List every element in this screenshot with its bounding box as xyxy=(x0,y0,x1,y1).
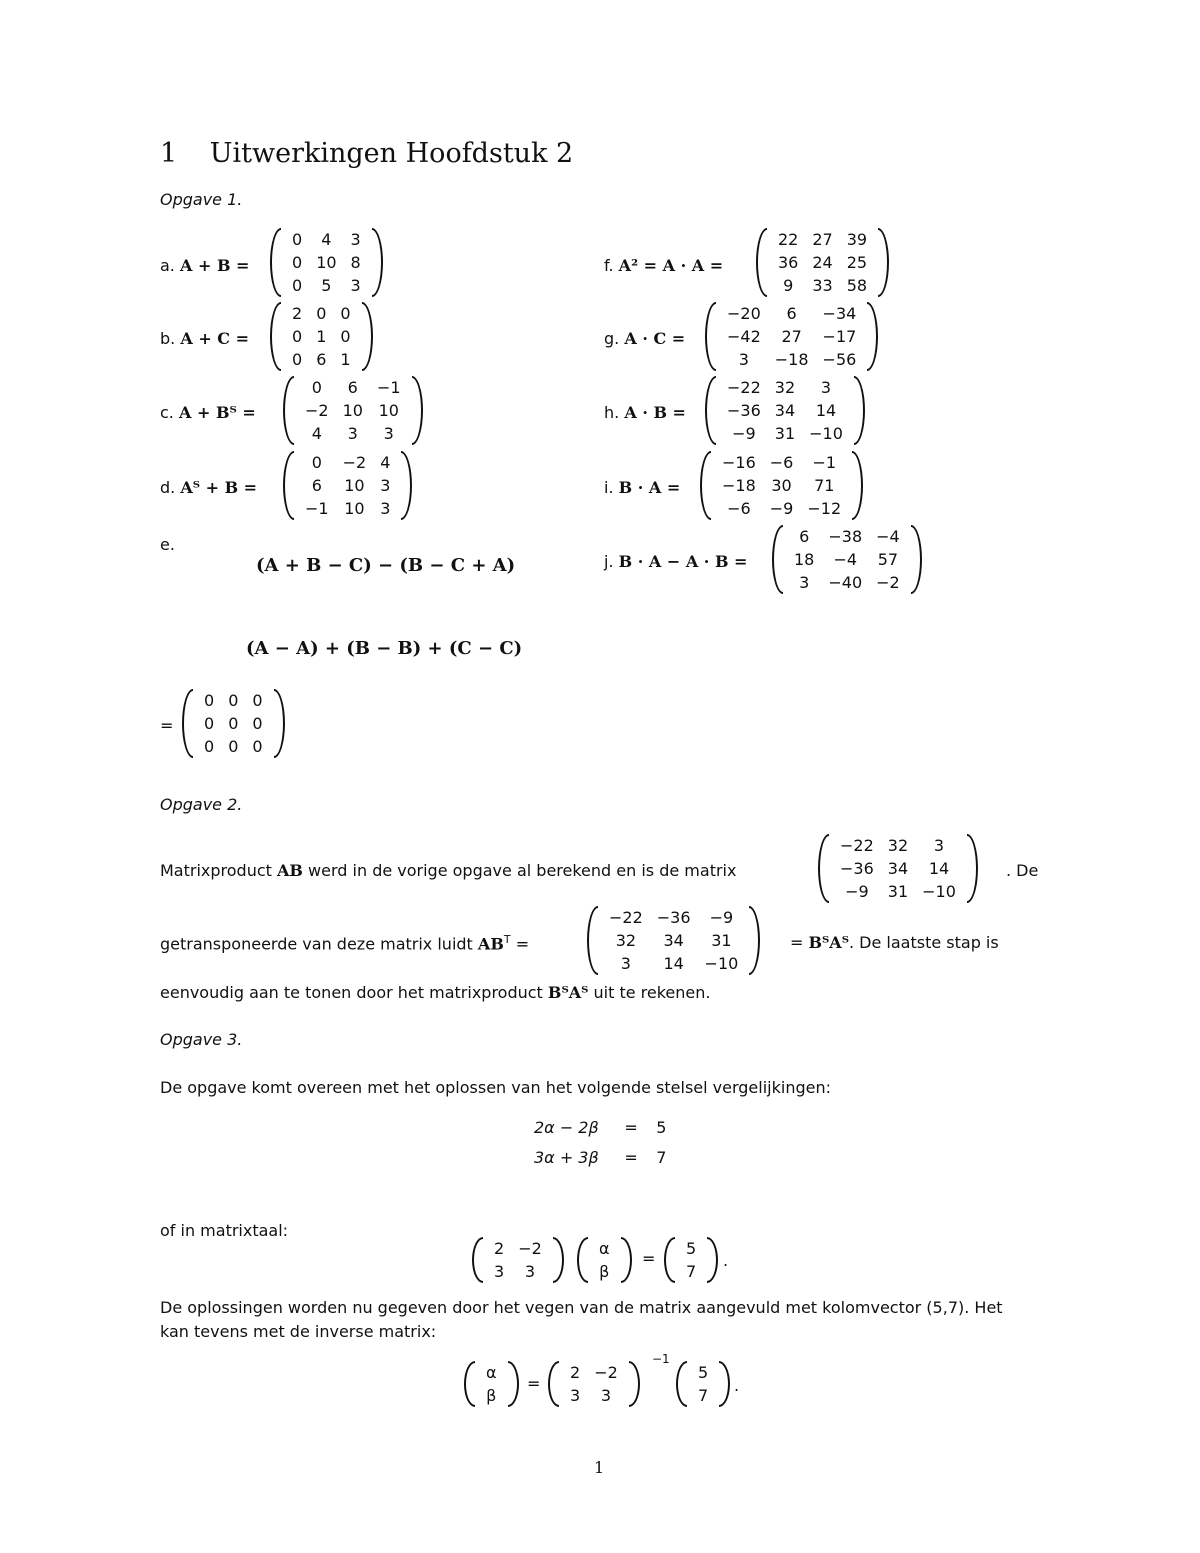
matrix-j xyxy=(772,525,922,594)
item-b-label: b. A + C = xyxy=(160,329,250,348)
bracket-right xyxy=(878,228,889,297)
bracket-right xyxy=(749,906,760,975)
item-f-label: f. A² = A · A = xyxy=(604,256,724,275)
matrix-cell: −36 xyxy=(840,859,874,878)
item-j-label: j. B · A − A · B = xyxy=(604,552,748,571)
matrix-cell: 33 xyxy=(812,276,833,295)
matrix-cell: 0 xyxy=(252,737,263,756)
matrix-cell: −42 xyxy=(727,327,761,346)
matrix-cell: 0 xyxy=(316,304,327,323)
opgave2-line2: getransponeerde van deze matrix luidt $AB^T$ = xyxy=(160,933,530,954)
matrix-cell: −4 xyxy=(876,527,900,546)
opgave2-line1-end: . De xyxy=(1006,861,1039,880)
inv-coef-matrix xyxy=(548,1361,640,1407)
matrix-cell: 0 xyxy=(228,691,239,710)
matrix-cell: 7 xyxy=(686,1262,697,1281)
item-e-equals: = xyxy=(160,716,174,735)
bracket-right xyxy=(967,834,978,903)
matrix-cell: 24 xyxy=(812,253,833,272)
bracket-right xyxy=(867,302,878,371)
opgave2-matrix-ab xyxy=(818,834,978,903)
opgave3-text-a: De oplossingen worden nu gegeven door het vegen van de matrix aangevuld met kolomvector (5,7). Het xyxy=(160,1298,1003,1317)
matrix-cell: 0 xyxy=(252,714,263,733)
inv-eq-period: . xyxy=(734,1376,740,1395)
opgave1-label: Opgave 1. xyxy=(160,190,243,209)
matrix-cell: −16 xyxy=(722,453,756,472)
matrix-cell: α xyxy=(599,1239,610,1258)
matrix-cell: 10 xyxy=(378,401,399,420)
opgave2-label: Opgave 2. xyxy=(160,795,243,814)
opgave3-label: Opgave 3. xyxy=(160,1030,243,1049)
matrix-d xyxy=(283,451,412,520)
matrix-cell: 4 xyxy=(380,453,391,472)
bracket-left xyxy=(772,525,783,594)
matrix-cell: −38 xyxy=(828,527,863,546)
matrix-c xyxy=(283,376,423,445)
matrix-cell: −2 xyxy=(594,1363,618,1382)
item-c-label: c. A + Bᵀ = xyxy=(160,403,256,422)
matrix-cell: 6 xyxy=(799,527,810,546)
matrix-cell: β xyxy=(486,1386,497,1405)
matrix-cell: 9 xyxy=(783,276,794,295)
item-e-line1: (A + B − C) − (B − C + A) xyxy=(256,555,516,576)
bracket-left xyxy=(700,451,711,520)
matrix-cell: −6 xyxy=(727,499,751,518)
matrix-cell: −1 xyxy=(812,453,837,472)
matrix-cell: −9 xyxy=(845,882,869,901)
matrix-table xyxy=(298,451,397,520)
bracket-left xyxy=(270,302,281,371)
matrix-cell: 18 xyxy=(794,550,815,569)
matrix-cell: 0 xyxy=(228,714,239,733)
matrix-cell: 4 xyxy=(311,424,322,443)
coef-matrix xyxy=(472,1237,564,1283)
matrix-table xyxy=(285,228,368,297)
opgave3-intro: De opgave komt overeen met het oplossen van het volgende stelsel vergelijkingen: xyxy=(160,1078,831,1097)
page-number: 1 xyxy=(594,1458,605,1477)
matrix-table xyxy=(787,525,907,594)
matrix-table xyxy=(602,906,745,975)
matrix-cell: 2 xyxy=(292,304,303,323)
matrix-cell: 2 xyxy=(494,1239,505,1258)
matrix-cell: −17 xyxy=(822,327,857,346)
matrix-cell: 3 xyxy=(524,1262,536,1281)
matrix-table xyxy=(691,1361,715,1407)
matrix-cell: −18 xyxy=(774,350,809,369)
matrix-table xyxy=(720,302,863,371)
item-e-label: e. xyxy=(160,535,175,554)
matrix-cell: −4 xyxy=(833,550,858,569)
matrix-cell: −36 xyxy=(727,401,761,420)
matrix-cell: 5 xyxy=(686,1239,697,1258)
matrix-cell: 3 xyxy=(350,276,361,295)
matrix-cell: 3 xyxy=(383,424,394,443)
section-heading xyxy=(160,138,573,169)
matrix-cell: 32 xyxy=(774,378,796,397)
bracket-left xyxy=(464,1361,475,1407)
matrix-f xyxy=(756,228,889,297)
matrix-cell: 10 xyxy=(344,476,365,495)
matrix-cell: 25 xyxy=(846,253,868,272)
matrix-cell: 3 xyxy=(820,378,832,397)
inv-rhs-vector xyxy=(676,1361,730,1407)
matrix-cell: 0 xyxy=(292,230,303,249)
matrix-cell: 14 xyxy=(928,859,950,878)
matrix-cell: 0 xyxy=(311,453,322,472)
matrix-cell: 3 xyxy=(933,836,945,855)
matrix-cell: −20 xyxy=(727,304,761,323)
bracket-left xyxy=(756,228,767,297)
matrix-cell: −18 xyxy=(722,476,756,495)
matrix-cell: −12 xyxy=(807,499,842,518)
matrix-cell: 27 xyxy=(812,230,833,249)
matrix-g xyxy=(705,302,878,371)
bracket-left xyxy=(705,376,716,445)
section-number: 1 xyxy=(160,138,178,169)
matrix-cell: 0 xyxy=(292,350,303,369)
matrix-cell: 3 xyxy=(350,230,361,249)
matrix-cell: 6 xyxy=(316,350,327,369)
bracket-left xyxy=(472,1237,483,1283)
matrix-table xyxy=(479,1361,504,1407)
item-g-label: g. A · C = xyxy=(604,329,686,348)
matrix-cell: 30 xyxy=(771,476,792,495)
matrix-cell: −10 xyxy=(704,954,739,973)
bracket-left xyxy=(182,689,193,758)
matrix-cell: 0 xyxy=(340,327,351,346)
item-e-line2: (A − A) + (B − B) + (C − C) xyxy=(246,638,523,659)
matrix-table xyxy=(715,451,848,520)
matrix-cell: −1 xyxy=(376,378,401,397)
item-a-label: a. A + B = xyxy=(160,256,250,275)
bracket-right xyxy=(707,1237,718,1283)
matrix-cell: 31 xyxy=(887,882,909,901)
matrix-cell: 34 xyxy=(663,931,684,950)
matrix-cell: 1 xyxy=(316,327,327,346)
matrix-table xyxy=(720,376,850,445)
opgave2-line1: Matrixproduct AB werd in de vorige opgave al berekend en is de matrix xyxy=(160,861,737,880)
bracket-right xyxy=(412,376,423,445)
matrix-cell: −36 xyxy=(656,908,691,927)
matrix-cell: 32 xyxy=(615,931,637,950)
matrix-cell: 6 xyxy=(786,304,797,323)
matrix-cell: 8 xyxy=(350,253,361,272)
matrix-eq-period: . xyxy=(723,1251,729,1270)
matrix-cell: 4 xyxy=(321,230,332,249)
matrix-cell: 0 xyxy=(292,327,303,346)
matrix-cell: 3 xyxy=(380,476,391,495)
matrix-cell: 0 xyxy=(311,378,322,397)
bracket-left xyxy=(818,834,829,903)
opgave3-text-b: kan tevens met de inverse matrix: xyxy=(160,1322,437,1341)
bracket-right xyxy=(911,525,922,594)
section-title: Uitwerkingen Hoofdstuk 2 xyxy=(209,138,574,169)
matrix-cell: −6 xyxy=(769,453,794,472)
matrix-table xyxy=(679,1237,703,1283)
inv-unknowns-vector xyxy=(464,1361,519,1407)
matrix-cell: −22 xyxy=(840,836,874,855)
matrix-eq-sign: = xyxy=(642,1249,656,1268)
matrix-cell: 3 xyxy=(620,954,631,973)
matrix-h xyxy=(705,376,865,445)
matrix-cell: 57 xyxy=(877,550,899,569)
matrix-cell: 3 xyxy=(494,1262,505,1281)
bracket-left xyxy=(676,1361,687,1407)
matrix-b xyxy=(270,302,373,371)
bracket-left xyxy=(283,376,294,445)
matrix-cell: 14 xyxy=(663,954,684,973)
matrix-cell: β xyxy=(599,1262,610,1281)
inv-eq-sign: = xyxy=(527,1374,541,1393)
matrix-cell: 0 xyxy=(292,276,303,295)
bracket-right xyxy=(854,376,865,445)
matrix-cell: 22 xyxy=(778,230,799,249)
matrix-table xyxy=(833,834,963,903)
matrix-cell: 0 xyxy=(340,304,351,323)
matrix-cell: 14 xyxy=(815,401,837,420)
matrix-cell: −9 xyxy=(769,499,794,518)
matrix-table xyxy=(592,1237,617,1283)
matrix-cell: 6 xyxy=(311,476,322,495)
opgave2-line3: eenvoudig aan te tonen door het matrixproduct BᵀAᵀ uit te rekenen. xyxy=(160,983,711,1002)
matrix-cell: −2 xyxy=(305,401,329,420)
bracket-right xyxy=(852,451,863,520)
opgave2-line2-end: = BᵀAᵀ. De laatste stap is xyxy=(790,933,999,952)
matrix-cell: 3 xyxy=(799,573,810,592)
bracket-left xyxy=(664,1237,675,1283)
matrix-cell: 36 xyxy=(778,253,799,272)
matrix-cell: 3 xyxy=(738,350,749,369)
matrix-cell: 0 xyxy=(204,737,215,756)
matrix-cell: 6 xyxy=(347,378,358,397)
inverse-exponent: −1 xyxy=(652,1352,670,1366)
matrix-cell: −40 xyxy=(828,573,863,592)
matrix-cell: 31 xyxy=(711,931,732,950)
bracket-left xyxy=(270,228,281,297)
bracket-right xyxy=(372,228,383,297)
matrix-table xyxy=(298,376,408,445)
matrix-cell: −1 xyxy=(305,499,329,518)
matrix-cell: −22 xyxy=(609,908,643,927)
matrix-cell: −10 xyxy=(922,882,956,901)
bracket-left xyxy=(548,1361,559,1407)
matrix-cell: 1 xyxy=(340,350,351,369)
matrix-table xyxy=(197,689,270,758)
matrix-cell: 0 xyxy=(292,253,303,272)
unknowns-vector xyxy=(577,1237,632,1283)
matrix-cell: 31 xyxy=(774,424,796,443)
matrix-cell: 32 xyxy=(887,836,909,855)
matrix-cell: −56 xyxy=(822,350,857,369)
matrix-cell: 10 xyxy=(316,253,337,272)
matrix-a xyxy=(270,228,383,297)
matrix-cell: 10 xyxy=(344,499,365,518)
matrix-cell: 34 xyxy=(774,401,796,420)
matrix-cell: 0 xyxy=(204,714,215,733)
matrix-cell: −2 xyxy=(876,573,900,592)
bracket-left xyxy=(577,1237,588,1283)
bracket-right xyxy=(362,302,373,371)
matrix-cell: 5 xyxy=(321,276,332,295)
matrix-cell: −2 xyxy=(342,453,367,472)
item-i-label: i. B · A = xyxy=(604,478,681,497)
bracket-right xyxy=(553,1237,564,1283)
matrix-cell: −22 xyxy=(727,378,761,397)
matrix-cell: 5 xyxy=(698,1363,709,1382)
matrix-cell: 7 xyxy=(698,1386,709,1405)
bracket-right xyxy=(508,1361,519,1407)
matrix-e xyxy=(182,689,285,758)
matrix-cell: 3 xyxy=(347,424,358,443)
rhs-vector xyxy=(664,1237,718,1283)
matrix-cell: 0 xyxy=(228,737,239,756)
item-d-label: d. Aᵀ + B = xyxy=(160,478,258,497)
matrix-cell: −34 xyxy=(822,304,857,323)
equation-2: 3α + 3β = 7 xyxy=(534,1148,667,1167)
equation-1: 2α − 2β = 5 xyxy=(534,1118,667,1137)
matrix-table xyxy=(771,228,874,297)
matrix-cell: 3 xyxy=(380,499,391,518)
bracket-left xyxy=(705,302,716,371)
matrix-cell: −9 xyxy=(732,424,756,443)
matrix-cell: α xyxy=(486,1363,497,1382)
matrix-cell: 71 xyxy=(814,476,835,495)
matrix-cell: 3 xyxy=(600,1386,612,1405)
bracket-left xyxy=(283,451,294,520)
matrix-cell: 58 xyxy=(846,276,868,295)
matrix-table xyxy=(285,302,358,371)
matrix-cell: 27 xyxy=(781,327,802,346)
matrix-cell: −9 xyxy=(709,908,734,927)
bracket-right xyxy=(621,1237,632,1283)
matrixtaal-label: of in matrixtaal: xyxy=(160,1221,289,1240)
matrix-i xyxy=(700,451,863,520)
matrix-cell: 39 xyxy=(846,230,868,249)
matrix-cell: 34 xyxy=(887,859,909,878)
matrix-table xyxy=(487,1237,549,1283)
bracket-left xyxy=(587,906,598,975)
matrix-cell: 0 xyxy=(204,691,215,710)
bracket-right xyxy=(274,689,285,758)
matrix-cell: −2 xyxy=(518,1239,542,1258)
matrix-cell: 3 xyxy=(570,1386,581,1405)
opgave2-matrix-abt xyxy=(587,906,760,975)
matrix-cell: −10 xyxy=(809,424,843,443)
matrix-cell: 10 xyxy=(342,401,363,420)
bracket-right xyxy=(401,451,412,520)
matrix-cell: 2 xyxy=(570,1363,581,1382)
matrix-cell: 0 xyxy=(252,691,263,710)
matrix-table xyxy=(563,1361,625,1407)
item-h-label: h. A · B = xyxy=(604,403,686,422)
bracket-right xyxy=(719,1361,730,1407)
bracket-right xyxy=(629,1361,640,1407)
